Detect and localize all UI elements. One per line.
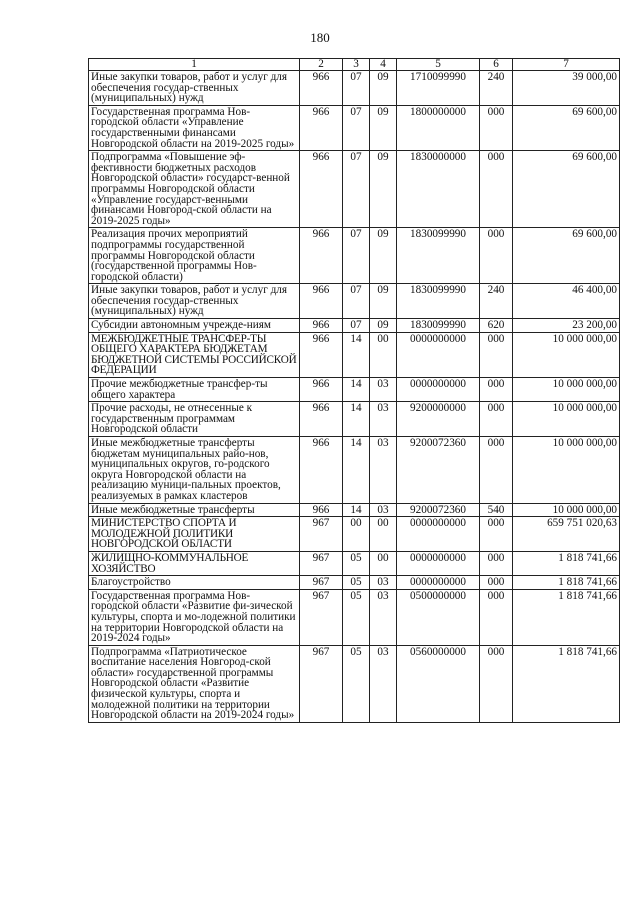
target-article-code: 0000000000 [397,332,480,377]
column-header: 5 [397,59,480,71]
section-code: 07 [343,151,370,228]
expense-type-code: 000 [480,228,513,284]
table-row [89,576,620,590]
column-header: 6 [480,59,513,71]
ministry-code: 966 [300,402,343,437]
amount: 10 000 000,00 [513,378,620,402]
section-code: 14 [343,332,370,377]
expense-type-code: 540 [480,503,513,517]
subsection-code: 03 [370,378,397,402]
section-code: 00 [343,517,370,552]
expense-type-code: 240 [480,71,513,106]
subsection-code: 09 [370,151,397,228]
ministry-code: 967 [300,517,343,552]
ministry-code: 966 [300,319,343,333]
expense-type-code: 000 [480,551,513,575]
section-code: 05 [343,551,370,575]
subsection-code: 03 [370,503,397,517]
row-name: МЕЖБЮДЖЕТНЫЕ ТРАНСФЕР-ТЫ ОБЩЕГО ХАРАКТЕРА БЮДЖЕТАМ БЮДЖЕТНОЙ СИСТЕМЫ РОССИЙСКОЙ ФЕДЕРАЦИИ [89,332,300,377]
subsection-code: 03 [370,437,397,504]
table-row [89,71,620,106]
target-article-code: 1710099990 [397,71,480,106]
subsection-code: 00 [370,332,397,377]
table-row [89,151,620,228]
column-header: 1 [89,59,300,71]
ministry-code: 967 [300,576,343,590]
subsection-code: 03 [370,589,397,645]
ministry-code: 966 [300,332,343,377]
amount: 69 600,00 [513,105,620,150]
target-article-code: 1830099990 [397,319,480,333]
subsection-code: 03 [370,402,397,437]
column-header: 7 [513,59,620,71]
row-name: МИНИСТЕРСТВО СПОРТА И МОЛОДЕЖНОЙ ПОЛИТИКИ НОВГОРОДСКОЙ ОБЛАСТИ [89,517,300,552]
subsection-code: 09 [370,284,397,319]
table-row [89,437,620,504]
target-article-code: 1830099990 [397,228,480,284]
budget-table [88,58,620,723]
target-article-code: 1800000000 [397,105,480,150]
subsection-code: 03 [370,576,397,590]
amount: 10 000 000,00 [513,503,620,517]
column-header: 2 [300,59,343,71]
target-article-code: 9200072360 [397,437,480,504]
amount: 69 600,00 [513,228,620,284]
section-code: 07 [343,71,370,106]
expense-type-code: 000 [480,332,513,377]
ministry-code: 966 [300,71,343,106]
expense-type-code: 000 [480,151,513,228]
ministry-code: 967 [300,589,343,645]
row-name: Иные межбюджетные трансферты бюджетам муниципальных райо-нов, муниципальных округов, го-родского округа Новгородской области на реализацию муници-пальных проектов, реализуемых в рамках кластеров [89,437,300,504]
target-article-code: 9200000000 [397,402,480,437]
ministry-code: 966 [300,284,343,319]
subsection-code: 09 [370,71,397,106]
section-code: 14 [343,378,370,402]
subsection-code: 09 [370,105,397,150]
expense-type-code: 000 [480,517,513,552]
ministry-code: 966 [300,378,343,402]
page-number: 180 [310,30,330,45]
table-header-row [89,59,620,71]
row-name: Иные межбюджетные трансферты [89,503,300,517]
ministry-code: 966 [300,437,343,504]
amount: 69 600,00 [513,151,620,228]
row-name: Иные закупки товаров, работ и услуг для обеспечения государ-ственных (муниципальных) нужд [89,284,300,319]
expense-type-code: 000 [480,576,513,590]
amount: 1 818 741,66 [513,576,620,590]
section-code: 07 [343,319,370,333]
table-row [89,378,620,402]
row-name: Субсидии автономным учрежде-ниям [89,319,300,333]
expense-type-code: 000 [480,437,513,504]
row-name: Подпрограмма «Патриотическое воспитание населения Новгород-ской области» государственной программы Новгородской области «Развитие физической культуры, спорта и молодежной политики на территории Новгородской области на 2019-2024 годы» [89,645,300,722]
column-header: 3 [343,59,370,71]
amount: 1 818 741,66 [513,589,620,645]
amount: 10 000 000,00 [513,332,620,377]
section-code: 05 [343,576,370,590]
row-name: Прочие расходы, не отнесенные к государственным программам Новгородской области [89,402,300,437]
subsection-code: 00 [370,517,397,552]
target-article-code: 0000000000 [397,517,480,552]
expense-type-code: 000 [480,402,513,437]
table-row [89,503,620,517]
row-name: Реализация прочих мероприятий подпрограммы государственной программы Новгородской области (государственной программы Нов-городской области) [89,228,300,284]
column-header: 4 [370,59,397,71]
amount: 23 200,00 [513,319,620,333]
expense-type-code: 240 [480,284,513,319]
amount: 39 000,00 [513,71,620,106]
target-article-code: 1830099990 [397,284,480,319]
table-row [89,105,620,150]
table-row [89,645,620,722]
table-row [89,517,620,552]
expense-type-code: 000 [480,378,513,402]
section-code: 05 [343,645,370,722]
amount: 10 000 000,00 [513,437,620,504]
table-row [89,402,620,437]
row-name: Государственная программа Нов-городской области «Управление государственными финансами Новгородской области на 2019-2025 годы» [89,105,300,150]
row-name: Иные закупки товаров, работ и услуг для обеспечения государ-ственных (муниципальных) нужд [89,71,300,106]
amount: 1 818 741,66 [513,551,620,575]
table-row [89,319,620,333]
section-code: 07 [343,284,370,319]
expense-type-code: 000 [480,589,513,645]
section-code: 14 [343,503,370,517]
amount: 1 818 741,66 [513,645,620,722]
ministry-code: 966 [300,105,343,150]
ministry-code: 967 [300,551,343,575]
target-article-code: 1830000000 [397,151,480,228]
expense-type-code: 000 [480,645,513,722]
subsection-code: 09 [370,228,397,284]
row-name: Подпрограмма «Повышение эф-фективности бюджетных расходов Новгородской области» государст-венной программы Новгородской области «Управление государст-венными финансами Новгород-ской области на 2019-2025 годы» [89,151,300,228]
target-article-code: 0000000000 [397,576,480,590]
amount: 659 751 020,63 [513,517,620,552]
section-code: 14 [343,437,370,504]
target-article-code: 0000000000 [397,551,480,575]
expense-type-code: 620 [480,319,513,333]
row-name: Государственная программа Нов-городской области «Развитие фи-зической культуры, спорта и мо-лодежной политики на территории Новгородской области на 2019-2024 годы» [89,589,300,645]
amount: 10 000 000,00 [513,402,620,437]
target-article-code: 9200072360 [397,503,480,517]
expense-type-code: 000 [480,105,513,150]
ministry-code: 967 [300,645,343,722]
table-row [89,589,620,645]
row-name: Благоустройство [89,576,300,590]
section-code: 14 [343,402,370,437]
amount: 46 400,00 [513,284,620,319]
ministry-code: 966 [300,151,343,228]
table-row [89,228,620,284]
target-article-code: 0560000000 [397,645,480,722]
ministry-code: 966 [300,503,343,517]
table-row [89,551,620,575]
subsection-code: 09 [370,319,397,333]
ministry-code: 966 [300,228,343,284]
target-article-code: 0500000000 [397,589,480,645]
table-row [89,284,620,319]
row-name: ЖИЛИЩНО-КОММУНАЛЬНОЕ ХОЗЯЙСТВО [89,551,300,575]
section-code: 07 [343,105,370,150]
row-name: Прочие межбюджетные трансфер-ты общего характера [89,378,300,402]
subsection-code: 00 [370,551,397,575]
section-code: 07 [343,228,370,284]
subsection-code: 03 [370,645,397,722]
table-row [89,332,620,377]
section-code: 05 [343,589,370,645]
target-article-code: 0000000000 [397,378,480,402]
